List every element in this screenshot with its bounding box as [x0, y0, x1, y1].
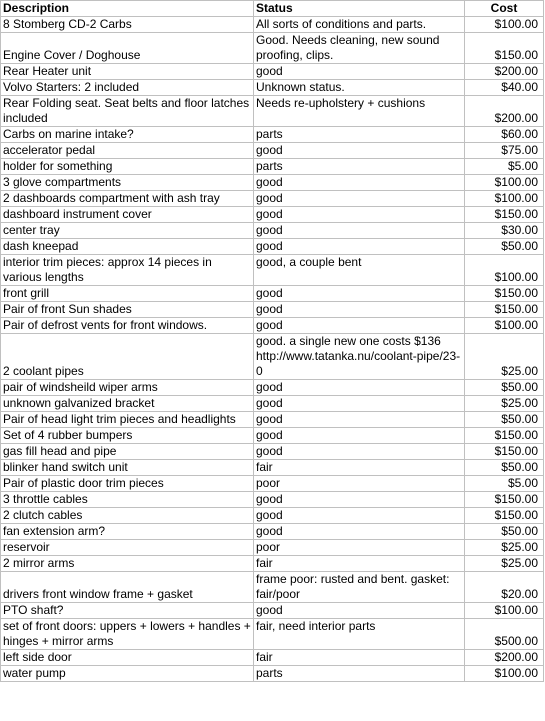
table-row [1, 460, 544, 476]
status-cell[interactable]: good [254, 524, 465, 540]
status-cell[interactable]: good [254, 492, 465, 508]
description-cell[interactable]: gas fill head and pipe [1, 444, 254, 460]
status-cell[interactable]: good [254, 239, 465, 255]
table-body [1, 17, 544, 682]
cost-cell[interactable]: $150.00 [465, 207, 544, 223]
description-cell[interactable]: Volvo Starters: 2 included [1, 80, 254, 96]
cost-cell[interactable]: $100.00 [465, 175, 544, 191]
status-cell[interactable]: fair, need interior parts [254, 619, 465, 650]
status-cell[interactable]: frame poor: rusted and bent. gasket: fair/poor [254, 572, 465, 603]
status-header[interactable]: Status [254, 1, 465, 17]
description-cell[interactable]: Set of 4 rubber bumpers [1, 428, 254, 444]
table-row [1, 302, 544, 318]
status-cell[interactable]: parts [254, 666, 465, 682]
table-row [1, 524, 544, 540]
description-cell[interactable]: front grill [1, 286, 254, 302]
table-row [1, 17, 544, 33]
status-cell[interactable]: good. a single new one costs $136 http://www.tatanka.nu/coolant-pipe/23-0 [254, 334, 465, 380]
cost-cell[interactable]: $25.00 [465, 540, 544, 556]
table-row [1, 239, 544, 255]
table-row [1, 428, 544, 444]
description-cell[interactable]: dash kneepad [1, 239, 254, 255]
description-cell[interactable]: unknown galvanized bracket [1, 396, 254, 412]
cost-cell[interactable]: $25.00 [465, 396, 544, 412]
table-row [1, 603, 544, 619]
description-cell[interactable]: Pair of head light trim pieces and headlights [1, 412, 254, 428]
cost-cell[interactable]: $200.00 [465, 96, 544, 127]
description-cell[interactable]: set of front doors: uppers + lowers + handles + hinges + mirror arms [1, 619, 254, 650]
status-cell[interactable]: good [254, 412, 465, 428]
status-cell[interactable]: good [254, 318, 465, 334]
cost-cell[interactable]: $150.00 [465, 428, 544, 444]
table-row [1, 396, 544, 412]
table-row [1, 127, 544, 143]
description-cell[interactable]: PTO shaft? [1, 603, 254, 619]
table-row [1, 159, 544, 175]
cost-cell[interactable]: $500.00 [465, 619, 544, 650]
status-cell[interactable]: parts [254, 127, 465, 143]
status-cell[interactable]: good [254, 64, 465, 80]
header-row [1, 1, 544, 17]
description-cell[interactable]: 2 clutch cables [1, 508, 254, 524]
table-row [1, 33, 544, 64]
status-cell[interactable]: All sorts of conditions and parts. [254, 17, 465, 33]
description-cell[interactable]: left side door [1, 650, 254, 666]
table-row [1, 540, 544, 556]
description-cell[interactable]: 2 coolant pipes [1, 334, 254, 380]
cost-cell[interactable]: $150.00 [465, 302, 544, 318]
description-cell[interactable]: holder for something [1, 159, 254, 175]
table-row [1, 412, 544, 428]
description-cell[interactable]: 8 Stomberg CD-2 Carbs [1, 17, 254, 33]
cost-cell[interactable]: $100.00 [465, 603, 544, 619]
cost-cell[interactable]: $40.00 [465, 80, 544, 96]
status-cell[interactable]: good [254, 428, 465, 444]
description-cell[interactable]: 2 dashboards compartment with ash tray [1, 191, 254, 207]
description-cell[interactable]: dashboard instrument cover [1, 207, 254, 223]
description-cell[interactable]: accelerator pedal [1, 143, 254, 159]
status-cell[interactable]: fair [254, 460, 465, 476]
cost-cell[interactable]: $20.00 [465, 572, 544, 603]
table-row [1, 334, 544, 380]
cost-cell[interactable]: $50.00 [465, 239, 544, 255]
cost-cell[interactable]: $50.00 [465, 460, 544, 476]
cost-cell[interactable]: $150.00 [465, 444, 544, 460]
table-row [1, 223, 544, 239]
status-cell[interactable]: Needs re-upholstery + cushions [254, 96, 465, 127]
table-row [1, 80, 544, 96]
status-cell[interactable]: good [254, 603, 465, 619]
description-cell[interactable]: 2 mirror arms [1, 556, 254, 572]
table-row [1, 255, 544, 286]
cost-cell[interactable]: $5.00 [465, 476, 544, 492]
table-row [1, 444, 544, 460]
status-cell[interactable]: good [254, 508, 465, 524]
table-row [1, 556, 544, 572]
description-cell[interactable]: Carbs on marine intake? [1, 127, 254, 143]
status-cell[interactable]: Good. Needs cleaning, new sound proofing, clips. [254, 33, 465, 64]
table-row [1, 318, 544, 334]
table-row [1, 619, 544, 650]
cost-cell[interactable]: $150.00 [465, 33, 544, 64]
table-row [1, 207, 544, 223]
status-cell[interactable]: good [254, 175, 465, 191]
cost-cell[interactable]: $60.00 [465, 127, 544, 143]
description-cell[interactable]: Engine Cover / Doghouse [1, 33, 254, 64]
table-row [1, 508, 544, 524]
status-cell[interactable]: good [254, 380, 465, 396]
status-cell[interactable]: good, a couple bent [254, 255, 465, 286]
cost-cell[interactable]: $200.00 [465, 64, 544, 80]
description-cell[interactable]: fan extension arm? [1, 524, 254, 540]
table-row [1, 143, 544, 159]
table-row [1, 96, 544, 127]
cost-cell[interactable]: $50.00 [465, 380, 544, 396]
cost-cell[interactable]: $5.00 [465, 159, 544, 175]
description-cell[interactable]: water pump [1, 666, 254, 682]
table-row [1, 380, 544, 396]
status-cell[interactable]: good [254, 396, 465, 412]
table-row [1, 64, 544, 80]
table-row [1, 650, 544, 666]
description-cell[interactable]: Rear Heater unit [1, 64, 254, 80]
status-cell[interactable]: Unknown status. [254, 80, 465, 96]
cost-cell[interactable]: $30.00 [465, 223, 544, 239]
description-cell[interactable]: pair of windsheild wiper arms [1, 380, 254, 396]
cost-cell[interactable]: $50.00 [465, 412, 544, 428]
table-row [1, 492, 544, 508]
status-cell[interactable]: good [254, 223, 465, 239]
table-row [1, 191, 544, 207]
description-cell[interactable]: Pair of defrost vents for front windows. [1, 318, 254, 334]
description-cell[interactable]: Rear Folding seat. Seat belts and floor latches included [1, 96, 254, 127]
cost-cell[interactable]: $100.00 [465, 17, 544, 33]
status-cell[interactable]: parts [254, 159, 465, 175]
description-cell[interactable]: interior trim pieces: approx 14 pieces in various lengths [1, 255, 254, 286]
table-row [1, 175, 544, 191]
description-cell[interactable]: center tray [1, 223, 254, 239]
description-cell[interactable]: Pair of front Sun shades [1, 302, 254, 318]
description-cell[interactable]: reservoir [1, 540, 254, 556]
cost-cell[interactable]: $100.00 [465, 191, 544, 207]
description-cell[interactable]: 3 glove compartments [1, 175, 254, 191]
table-row [1, 666, 544, 682]
status-cell[interactable]: good [254, 191, 465, 207]
cost-cell[interactable]: $25.00 [465, 334, 544, 380]
cost-cell[interactable]: $100.00 [465, 255, 544, 286]
description-cell[interactable]: 3 throttle cables [1, 492, 254, 508]
status-cell[interactable]: fair [254, 556, 465, 572]
cost-cell[interactable]: $50.00 [465, 524, 544, 540]
status-cell[interactable]: good [254, 143, 465, 159]
cost-cell[interactable]: $100.00 [465, 666, 544, 682]
cost-cell[interactable]: $100.00 [465, 318, 544, 334]
cost-cell[interactable]: $25.00 [465, 556, 544, 572]
description-cell[interactable]: Pair of plastic door trim pieces [1, 476, 254, 492]
table-row [1, 476, 544, 492]
description-cell[interactable]: blinker hand switch unit [1, 460, 254, 476]
cost-cell[interactable]: $150.00 [465, 492, 544, 508]
status-cell[interactable]: poor [254, 540, 465, 556]
status-cell[interactable]: good [254, 207, 465, 223]
status-cell[interactable]: fair [254, 650, 465, 666]
table-row [1, 572, 544, 603]
cost-cell[interactable]: $150.00 [465, 286, 544, 302]
cost-cell[interactable]: $200.00 [465, 650, 544, 666]
table-row [1, 286, 544, 302]
description-header[interactable]: Description [1, 1, 254, 17]
cost-cell[interactable]: $75.00 [465, 143, 544, 159]
status-cell[interactable]: good [254, 302, 465, 318]
status-cell[interactable]: good [254, 444, 465, 460]
status-cell[interactable]: poor [254, 476, 465, 492]
cost-cell[interactable]: $150.00 [465, 508, 544, 524]
status-cell[interactable]: good [254, 286, 465, 302]
cost-header[interactable]: Cost [465, 1, 544, 17]
description-cell[interactable]: drivers front window frame + gasket [1, 572, 254, 603]
